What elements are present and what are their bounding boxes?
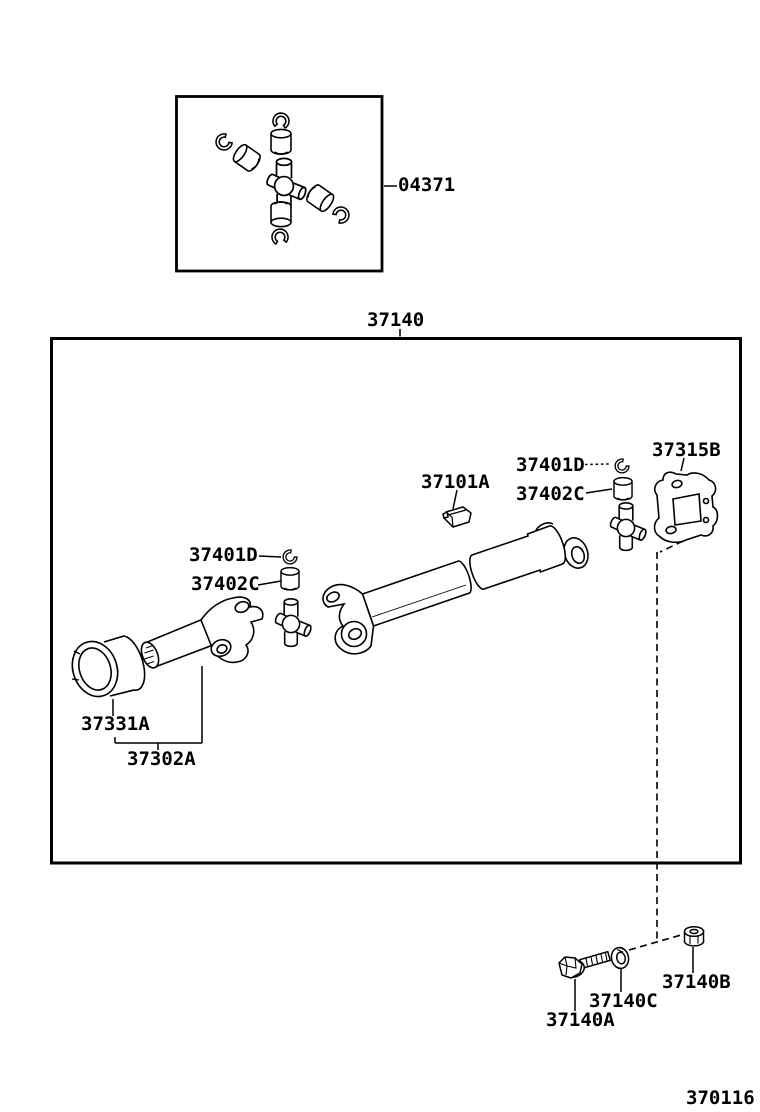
balance-weight-drawing [443, 507, 471, 527]
uj-kit-drawing [213, 112, 352, 245]
nut-drawing [685, 927, 704, 946]
part-label-dust-cover: 37331A [81, 713, 150, 735]
snap-ring-left-drawing [280, 548, 298, 566]
diagram-number: 370116 [686, 1087, 755, 1109]
leader-bearing-cup-right [586, 489, 612, 493]
dashed-reference-lines [629, 541, 688, 950]
kit-snap-ring-bottom [271, 228, 289, 245]
part-label-balance-weight: 37101A [421, 471, 490, 493]
bolt-drawing [559, 952, 610, 980]
propeller-shaft-drawing [323, 523, 592, 654]
kit-bearing-cup-left [231, 143, 263, 173]
part-label-bearing-cup-right: 37402C [516, 483, 585, 505]
bearing-cup-right-drawing [614, 478, 632, 500]
kit-bearing-cup-right [304, 183, 336, 213]
kit-bearing-cup-top [271, 129, 291, 154]
part-label-sleeve-yoke: 37302A [127, 748, 196, 770]
washer-drawing [610, 946, 631, 970]
bearing-cup-left-drawing [281, 568, 299, 590]
kit-snap-ring-right [331, 204, 352, 225]
kit-snap-ring-left [213, 132, 234, 153]
kit-snap-ring-top [272, 112, 290, 129]
part-label-flange-yoke: 37315B [652, 439, 721, 461]
part-label-bolt: 37140A [546, 1009, 615, 1031]
part-label-assembly: 37140 [367, 309, 425, 331]
part-label-snap-ring-left: 37401D [189, 544, 258, 566]
part-label-washer: 37140C [589, 990, 658, 1012]
sleeve-yoke-drawing [138, 597, 263, 670]
leader-bearing-cup-left [258, 581, 281, 585]
spider-left-drawing [274, 599, 312, 647]
flange-yoke-drawing [655, 472, 718, 542]
part-label-nut: 37140B [662, 971, 731, 993]
spider-right-drawing [609, 503, 647, 551]
dust-cover-drawing [65, 636, 144, 703]
leader-snap-ring-right [585, 464, 609, 465]
leader-snap-ring-left [259, 556, 281, 557]
part-label-snap-ring-right: 37401D [516, 454, 585, 476]
kit-bearing-cup-bottom [271, 202, 291, 227]
snap-ring-right-drawing [612, 457, 630, 475]
part-label-bearing-cup-left: 37402C [191, 573, 260, 595]
part-label-uj-kit: 04371 [398, 174, 456, 196]
dashed-diagonal-line [629, 933, 688, 950]
